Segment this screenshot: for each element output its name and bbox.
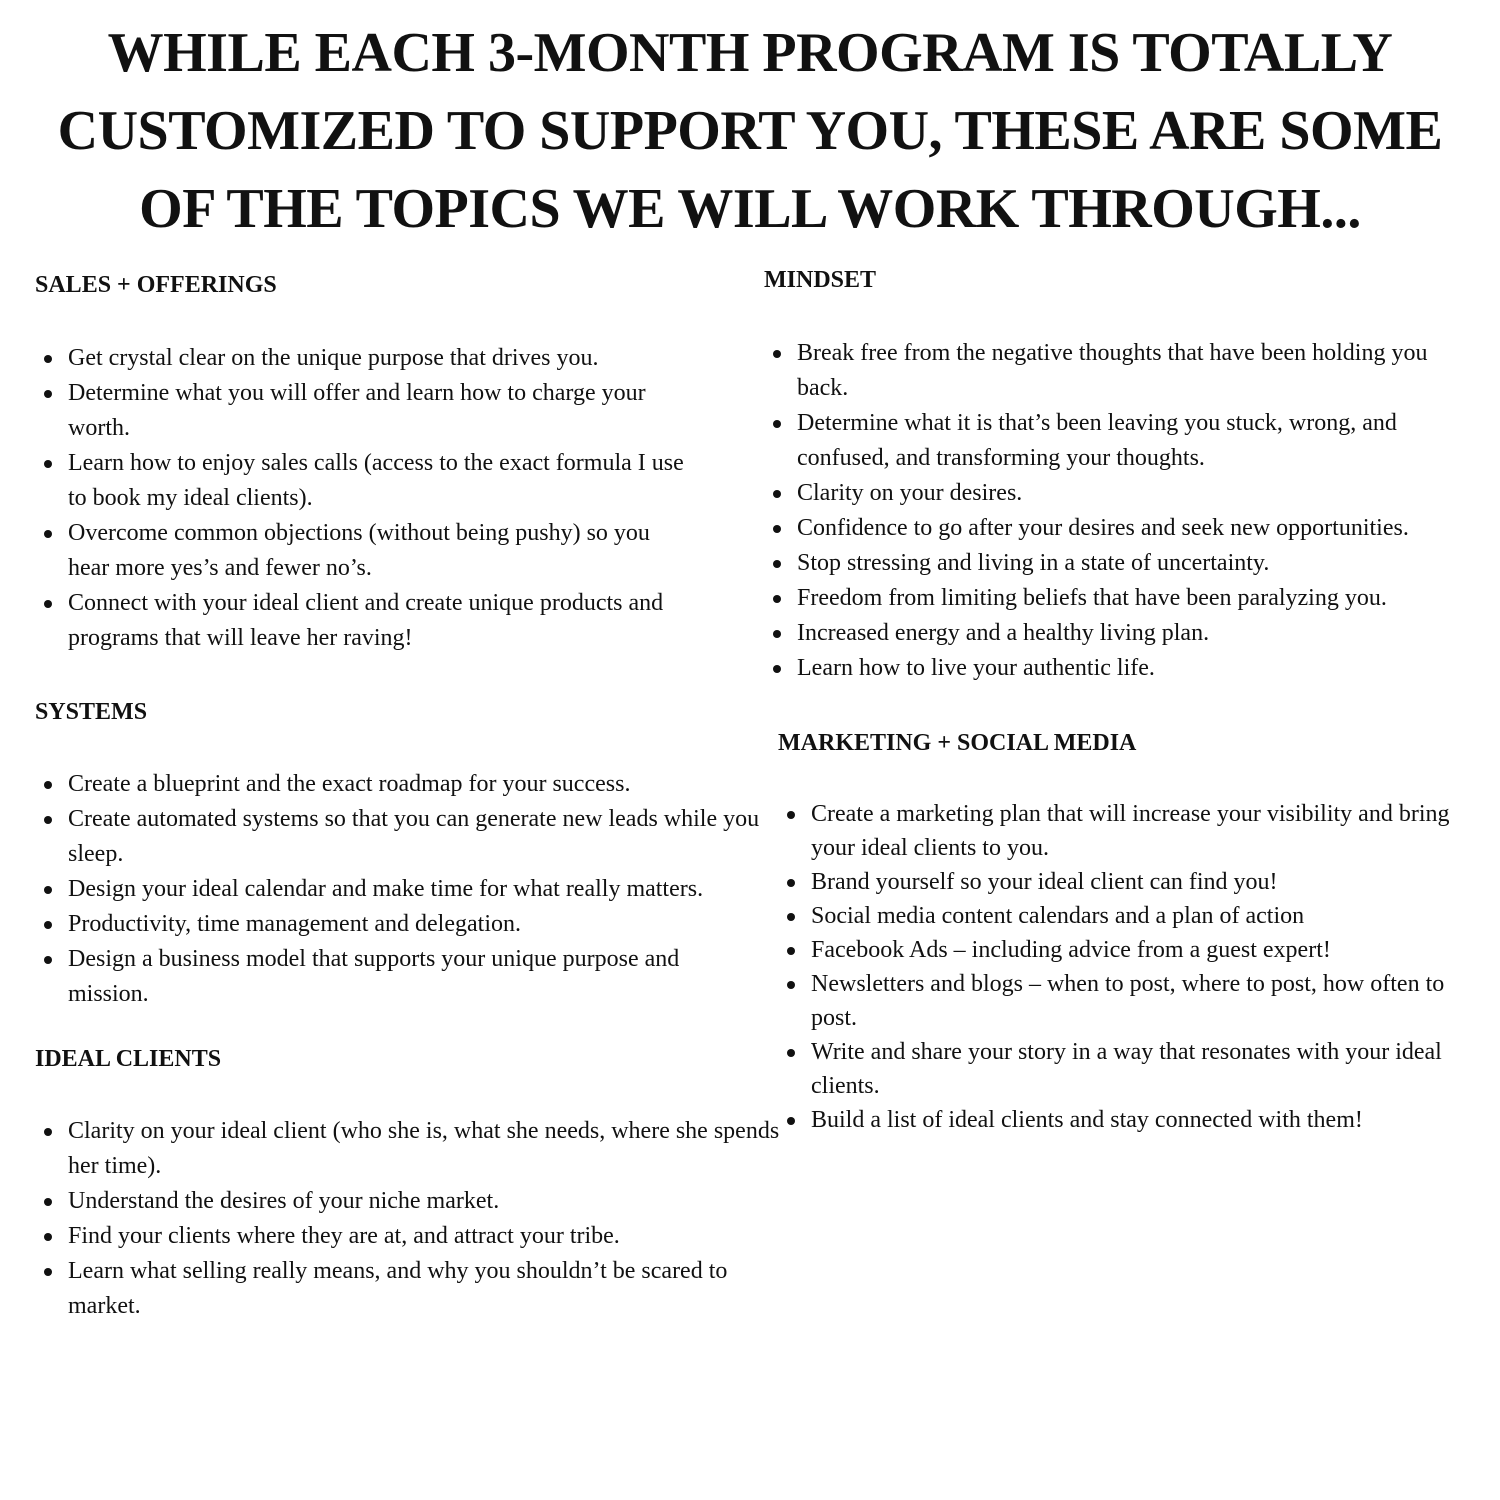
list-item: Create a marketing plan that will increase your visibility and bring your ideal clients to you. bbox=[811, 797, 1458, 865]
marketing-list bbox=[778, 797, 1458, 1137]
page-title: WHILE EACH 3-MONTH PROGRAM IS TOTALLY CUSTOMIZED TO SUPPORT YOU, THESE ARE SOME OF THE TOPICS WE WILL WORK THROUGH... bbox=[57, 22, 1443, 240]
list-item: Increased energy and a healthy living plan. bbox=[797, 616, 1484, 651]
list-item: Confidence to go after your desires and seek new opportunities. bbox=[797, 511, 1484, 546]
section-heading-mindset: MINDSET bbox=[764, 267, 877, 293]
systems-list bbox=[35, 767, 765, 1012]
section-mindset bbox=[764, 265, 1484, 686]
section-heading-ideal-clients: IDEAL CLIENTS bbox=[35, 1046, 222, 1072]
list-item: Create a blueprint and the exact roadmap for your success. bbox=[68, 767, 765, 802]
list-item: Productivity, time management and delegation. bbox=[68, 907, 765, 942]
list-item: Clarity on your desires. bbox=[797, 476, 1484, 511]
list-item: Stop stressing and living in a state of uncertainty. bbox=[797, 546, 1484, 581]
list-item: Determine what it is that’s been leaving you stuck, wrong, and confused, and transforming your thoughts. bbox=[797, 406, 1484, 476]
list-item: Understand the desires of your niche market. bbox=[68, 1184, 780, 1219]
list-item: Social media content calendars and a plan of action bbox=[811, 899, 1458, 933]
mindset-list bbox=[764, 336, 1484, 686]
list-item: Facebook Ads – including advice from a guest expert! bbox=[811, 933, 1458, 967]
list-item: Connect with your ideal client and create unique products and programs that will leave her raving! bbox=[68, 586, 685, 656]
list-item: Design your ideal calendar and make time for what really matters. bbox=[68, 872, 765, 907]
list-item: Learn how to live your authentic life. bbox=[797, 651, 1484, 686]
list-item: Freedom from limiting beliefs that have been paralyzing you. bbox=[797, 581, 1484, 616]
section-sales-offerings bbox=[35, 270, 685, 656]
list-item: Overcome common objections (without being pushy) so you hear more yes’s and fewer no’s. bbox=[68, 516, 685, 586]
list-item: Newsletters and blogs – when to post, where to post, how often to post. bbox=[811, 967, 1458, 1035]
list-item: Get crystal clear on the unique purpose that drives you. bbox=[68, 341, 685, 376]
section-systems bbox=[35, 697, 765, 1012]
ideal-clients-list bbox=[35, 1114, 780, 1324]
list-item: Clarity on your ideal client (who she is, what she needs, where she spends her time). bbox=[68, 1114, 780, 1184]
section-heading-systems: SYSTEMS bbox=[35, 699, 148, 725]
list-item: Build a list of ideal clients and stay connected with them! bbox=[811, 1103, 1458, 1137]
list-item: Learn what selling really means, and why you shouldn’t be scared to market. bbox=[68, 1254, 780, 1324]
section-ideal-clients bbox=[35, 1044, 780, 1324]
list-item: Write and share your story in a way that resonates with your ideal clients. bbox=[811, 1035, 1458, 1103]
list-item: Break free from the negative thoughts that have been holding you back. bbox=[797, 336, 1484, 406]
sales-list bbox=[35, 341, 685, 656]
section-heading-marketing: MARKETING + SOCIAL MEDIA bbox=[778, 730, 1137, 756]
list-item: Find your clients where they are at, and attract your tribe. bbox=[68, 1219, 780, 1254]
list-item: Learn how to enjoy sales calls (access to the exact formula I use to book my ideal clients). bbox=[68, 446, 685, 516]
list-item: Brand yourself so your ideal client can find you! bbox=[811, 865, 1458, 899]
list-item: Design a business model that supports your unique purpose and mission. bbox=[68, 942, 765, 1012]
list-item: Determine what you will offer and learn how to charge your worth. bbox=[68, 376, 685, 446]
section-heading-sales: SALES + OFFERINGS bbox=[35, 272, 277, 298]
section-marketing-social-media bbox=[778, 728, 1458, 1137]
list-item: Create automated systems so that you can generate new leads while you sleep. bbox=[68, 802, 765, 872]
